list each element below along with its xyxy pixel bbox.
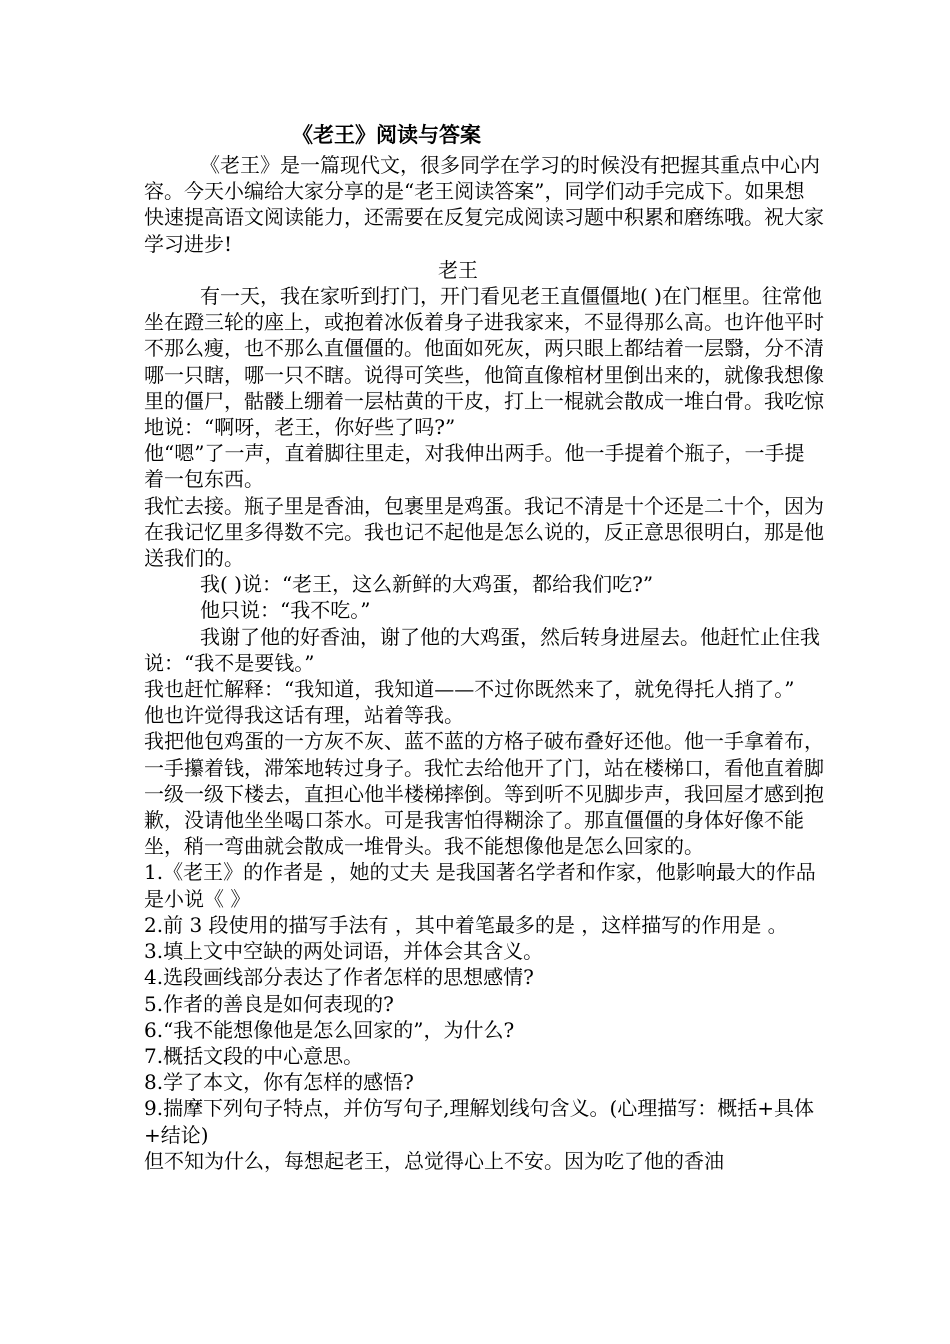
article-paragraph: 我也赶忙解释：“我知道，我知道——不过你既然来了，就免得托人捎了。” [144, 677, 795, 702]
question-item: 2.前 3 段使用的描写手法有 ，其中着笔最多的是 ，这样描写的作用是 。 [144, 912, 788, 937]
question-item: 1.《老王》的作者是 ，她的丈夫 是我国著名学者和作家，他影响最大的作品是小说《 》 [144, 860, 816, 911]
intro-paragraph: 《老王》是一篇现代文，很多同学在学习的时候没有把握其重点中心内容。今天小编给大家分享的是“老王阅读答案”，同学们动手完成下。如果想快速提高语文阅读能力，还需要在反复完成阅读习题中积累和磨练哦。祝大家学习进步! [144, 153, 824, 256]
question-item: 8.学了本文，你有怎样的感悟? [144, 1070, 414, 1095]
article-paragraph: 有一天，我在家听到打门，开门看见老王直僵僵地( )在门框里。往常他坐在蹬三轮的座上，或抱着冰仮着身子进我家来，不显得那么高。也许他平时不那么瘦，也不那么直僵僵的。他面如死灰，两只眼上都结着一层翳，分不清哪一只瞎，哪一只不瞎。说得可笑些，他简直像棺材里倒出来的，就像我想像里的僵尸，骷髅上绷着一层枯黄的干皮，打上一棍就会散成一堆白骨。我吃惊地说：“啊呀，老王，你好些了吗?” [144, 284, 824, 440]
question-item: 4.选段画线部分表达了作者怎样的思想感情? [144, 965, 534, 990]
article-paragraph: 他也许觉得我这话有理，站着等我。 [144, 703, 464, 728]
document-page [144, 118, 824, 1174]
article-paragraph: 我谢了他的好香油，谢了他的大鸡蛋，然后转身进屋去。他赶忙止住我说：“我不是要钱。” [144, 624, 820, 675]
article-paragraph: 我忙去接。瓶子里是香油，包裹里是鸡蛋。我记不清是十个还是二十个，因为在我记忆里多得数不完。我也记不起他是怎么说的，反正意思很明白，那是他送我们的。 [144, 493, 824, 571]
question-item: 5.作者的善良是如何表现的? [144, 991, 394, 1016]
question-item: 9.揣摩下列句子特点，并仿写句子,理解划线句含义。(心理描写：概括+具体+结论) [144, 1096, 814, 1147]
question-item: 6.“我不能想像他是怎么回家的”，为什么? [144, 1017, 515, 1042]
question-item: 7.概括文段的中心意思。 [144, 1043, 364, 1068]
article-paragraph: 我( )说：“老王，这么新鲜的大鸡蛋，都给我们吃?” [200, 572, 654, 597]
article-paragraph: 我把他包鸡蛋的一方灰不灰、蓝不蓝的方格子破布叠好还他。他一手拿着布，一手攥着钱，滞笨地转过身子。我忙去给他开了门，站在楼梯口，看他直着脚一级一级下楼去，直担心他半楼梯摔倒。等到听不见脚步声，我回屋才感到抱歉，没请他坐坐喝口茶水。可是我害怕得糊涂了。那直僵僵的身体好像不能坐，稍一弯曲就会散成一堆骨头。我不能想像他是怎么回家的。 [144, 729, 824, 859]
article-paragraph: 他“嗯”了一声，直着脚往里走，对我伸出两手。他一手提着个瓶子，一手提着一包东西。 [144, 441, 805, 492]
article-paragraph: 他只说：“我不吃。” [200, 598, 371, 623]
document-title: 《老王》阅读与答案 [292, 123, 481, 147]
article-title: 老王 [438, 257, 478, 282]
continuation-paragraph: 但不知为什么，每想起老王，总觉得心上不安。因为吃了他的香油 [144, 1148, 724, 1173]
question-item: 3.填上文中空缺的两处词语，并体会其含义。 [144, 939, 544, 964]
